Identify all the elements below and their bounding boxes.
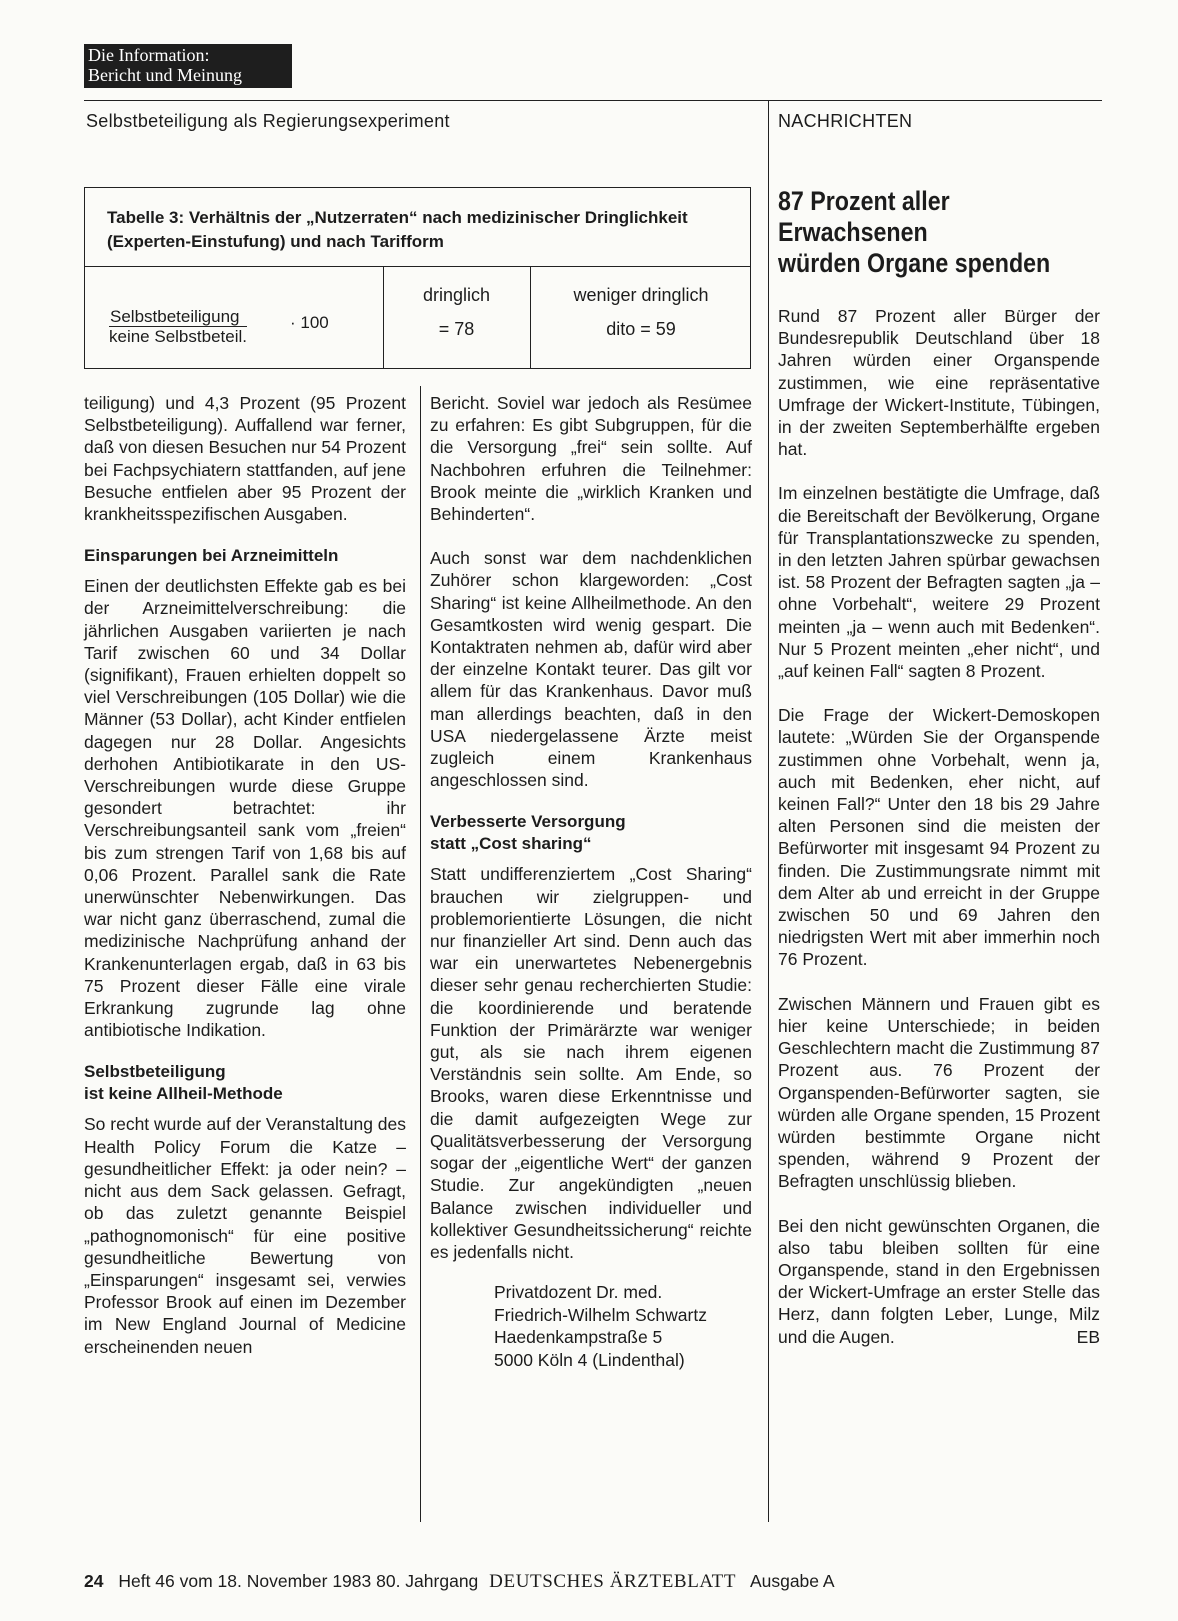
fraction-denominator: keine Selbstbeteil.: [109, 327, 247, 346]
address-line: Haedenkampstraße 5: [494, 1327, 663, 1348]
paragraph: Die Frage der Wickert-Demoskopen lautete: „Würden Sie der Organspende zustimmen ohne Vorbehalt, wenn ja, auch mit Bedenken, eher nicht, auf keinen Fall?“ Unter den 18 bis 29 Jahre alten Personen sind die meisten der Befürworter mit insgesamt 94 Prozent zu finden. Die Zustimmungsrate nimmt mit dem Alter ab und erreicht in der Gruppe zwischen 50 und 69 Jahren den niedrigsten Wert mit aber immerhin noch 76 Prozent.: [778, 705, 1100, 970]
table-cell-dringlich: = 78: [438, 319, 475, 339]
subheading-line: Selbstbeteiligung: [84, 1062, 226, 1082]
magazine-name: DEUTSCHES ÄRZTEBLATT: [489, 1571, 737, 1592]
issue-info: Heft 46 vom 18. November 1983 80. Jahrgang: [118, 1571, 479, 1591]
address-line: Friedrich-Wilhelm Schwartz: [494, 1304, 707, 1325]
headline-line: 87 Prozent aller: [778, 186, 950, 216]
section-label-line1: Die Information:: [88, 45, 210, 65]
fraction-numerator: Selbstbeteiligung: [109, 307, 247, 327]
table-divider: [85, 266, 750, 267]
data-table: [84, 187, 751, 369]
table-header-dringlich: dringlich: [422, 285, 491, 305]
running-head-right: NACHRICHTEN: [778, 111, 913, 131]
subheading-line: ist keine Allheil-Methode: [84, 1084, 283, 1104]
author-address: [430, 1281, 752, 1371]
header-rule: [84, 100, 1102, 101]
table-cell-weniger-dringlich: dito = 59: [606, 319, 676, 339]
column-left: [84, 392, 406, 1358]
paragraph: Rund 87 Prozent aller Bürger der Bundesrepublik Deutschland über 18 Jahren würden einer Organspende zustimmen, wie eine repräsentative Umfrage der Wickert-Institute, Tübingen, in der zweiten Septemberhälfte ergeben hat.: [778, 306, 1100, 460]
address-line: Privatdozent Dr. med.: [494, 1282, 663, 1303]
page-number: 24: [84, 1571, 104, 1591]
page-footer: [84, 1570, 835, 1593]
edition: Ausgabe A: [749, 1571, 835, 1591]
address-line: 5000 Köln 4 (Lindenthal): [494, 1349, 685, 1370]
subheading-line: statt „Cost sharing“: [430, 834, 592, 854]
paragraph: Zwischen Männern und Frauen gibt es hier keine Unterschiede; in beiden Geschlechtern macht die Zustimmung 87 Prozent aus. 76 Prozent der Organspenden-Befürworter sagten, sie würden alle Organe spenden, 15 Prozent würden bestimmte Organe nicht spenden, während 9 Prozent der Befragten unschlüssig blieben.: [778, 993, 1100, 1192]
subheading-line: Verbesserte Versorgung: [430, 812, 626, 832]
running-head-left: Selbstbeteiligung als Regierungsexperiment: [86, 111, 450, 131]
paragraph: [778, 1215, 1100, 1348]
column-divider-left: [420, 386, 421, 1522]
headline-line: Erwachsenen: [778, 217, 928, 247]
subheading: [84, 1061, 406, 1105]
paragraph: teiligung) und 4,3 Prozent (95 Prozent Selbstbeteiligung). Auffallend war ferner, daß von diesen Besuchen nur 54 Prozent bei Fachpsychiatern stattfanden, auf jene Besuche entfielen aber 95 Prozent der krankheitsspezifischen Ausgaben.: [84, 393, 407, 525]
paragraph: Statt undifferenziertem „Cost Sharing“ brauchen wir zielgruppen- und problemorientierte Lösungen, die nicht nur finanzieller Art sind. Denn auch das war ein unerwartetes Nebenergebnis dieser sehr genau recherchierten Studie: die koordinierende und beratende Funktion der Primärärzte war weniger gut, als sie nach ihrem eigenen Verständnis sein sollte. Am Ende, so Brooks, waren diese Erkenntnisse und die damit aufgezeigten Wege zur Qualitätsverbesserung der Versorgung sogar der „eigentliche Wert“ der ganzen Studie. Zur angekündigten „neuen Balance zwischen individueller und kollektiver Gesundheitssicherung“ reichte es jedenfalls nicht.: [430, 864, 752, 1262]
subheading: [430, 811, 752, 855]
paragraph: Bericht. Soviel war jedoch als Resümee zu erfahren: Es gibt Subgruppen, für die die Versorgung „frei“ sein sollte. Auf Nachbohren erfuhren die Teilnehmer: Brook meinte die „wirklich Kranken und Behinderten“.: [430, 393, 752, 525]
paragraph: So recht wurde auf der Veranstaltung des Health Policy Forum die Katze – gesundheitlicher Effekt: ja oder nein? – nicht aus dem Sack gelassen. Gefragt, ob das zuletzt genannte Beispiel „pathognomonisch“ für eine positive gesundheitliche Bewertung von „Einsparungen“ insgesamt sei, verwies Professor Brook auf einen im Dezember im New England Journal of Medicine erscheinenden neuen: [84, 1114, 407, 1357]
column-right: [778, 186, 1100, 1348]
column-middle: [430, 392, 752, 1371]
paragraph-text: Bei den nicht gewünschten Organen, die also tabu bleiben sollten für eine Organspende, stand in den Ergebnissen der Wickert-Umfrage an erster Stelle das Herz, dann folgten Leber, Lunge, Milz und die Augen.: [778, 1215, 1100, 1347]
table-caption: Tabelle 3: Verhältnis der „Nutzerraten“ nach medizinischer Dringlichkeit (Experten-Einstufung) und nach Tarifform: [107, 208, 688, 251]
subheading: Einsparungen bei Arzneimitteln: [84, 546, 339, 566]
paragraph: Einen der deutlichsten Effekte gab es bei der Arzneimittelverschreibung: die jährlichen Ausgaben variierten je nach Tarif zwischen 60 und 34 Dollar (signifikant), Frauen erhielten doppelt so viel Verschreibungen (105 Dollar) wie die Männer (53 Dollar), acht Kinder entfielen dagegen nur 28 Dollar. Angesichts derhohen Antibiotikarate in den US-Verschreibungen wurde diese Gruppe gesondert betrachtet: ihr Verschreibungsanteil sank vom „freien“ bis zum strengen Tarif von 1,68 bis auf 0,06 Prozent. Parallel sank die Rate unerwünschter Nebenwirkungen. Das war nicht ganz überraschend, zumal die medizinische Nachprüfung anhand der Krankenunterlagen ergab, daß in 63 bis 75 Prozent dieser Fälle eine virale Erkrankung zugrunde lag ohne antibiotische Indikation.: [84, 576, 406, 1041]
table-divider: [530, 266, 531, 368]
author-signature: EB: [1076, 1326, 1100, 1347]
section-label: [84, 44, 292, 88]
table-header-weniger-dringlich: weniger dringlich: [573, 285, 709, 305]
article-headline: [778, 186, 1070, 279]
table-row-label: [109, 307, 329, 346]
headline-line: würden Organe spenden: [778, 248, 1051, 278]
column-divider-right: [768, 100, 769, 1522]
section-label-line2: Bericht und Meinung: [88, 65, 242, 85]
paragraph: Im einzelnen bestätigte die Umfrage, daß die Bereitschaft der Bevölkerung, Organe für Transplantationszwecke zu spenden, in den letzten Jahren spürbar gewachsen ist. 58 Prozent der Befragten sagten „ja – ohne Vorbehalt“, weitere 29 Prozent meinten „ja – wenn auch mit Bedenken“. Nur 5 Prozent meinten „eher nicht“, und „auf keinen Fall“ sagten 8 Prozent.: [778, 483, 1100, 682]
paragraph: Auch sonst war dem nachdenklichen Zuhörer schon klargeworden: „Cost Sharing“ ist keine Allheilmethode. An den Gesamtkosten wird wenig gespart. Die Kontaktraten nehmen ab, dafür wird aber der einzelne Kontakt teurer. Das gilt vor allem für das Krankenhaus. Davor muß man allerdings beachten, daß in den USA niedergelassene Ärzte meist zugleich einem Krankenhaus angeschlossen sind.: [430, 548, 752, 791]
table-divider: [383, 266, 384, 368]
fraction-multiplier: · 100: [290, 313, 329, 332]
